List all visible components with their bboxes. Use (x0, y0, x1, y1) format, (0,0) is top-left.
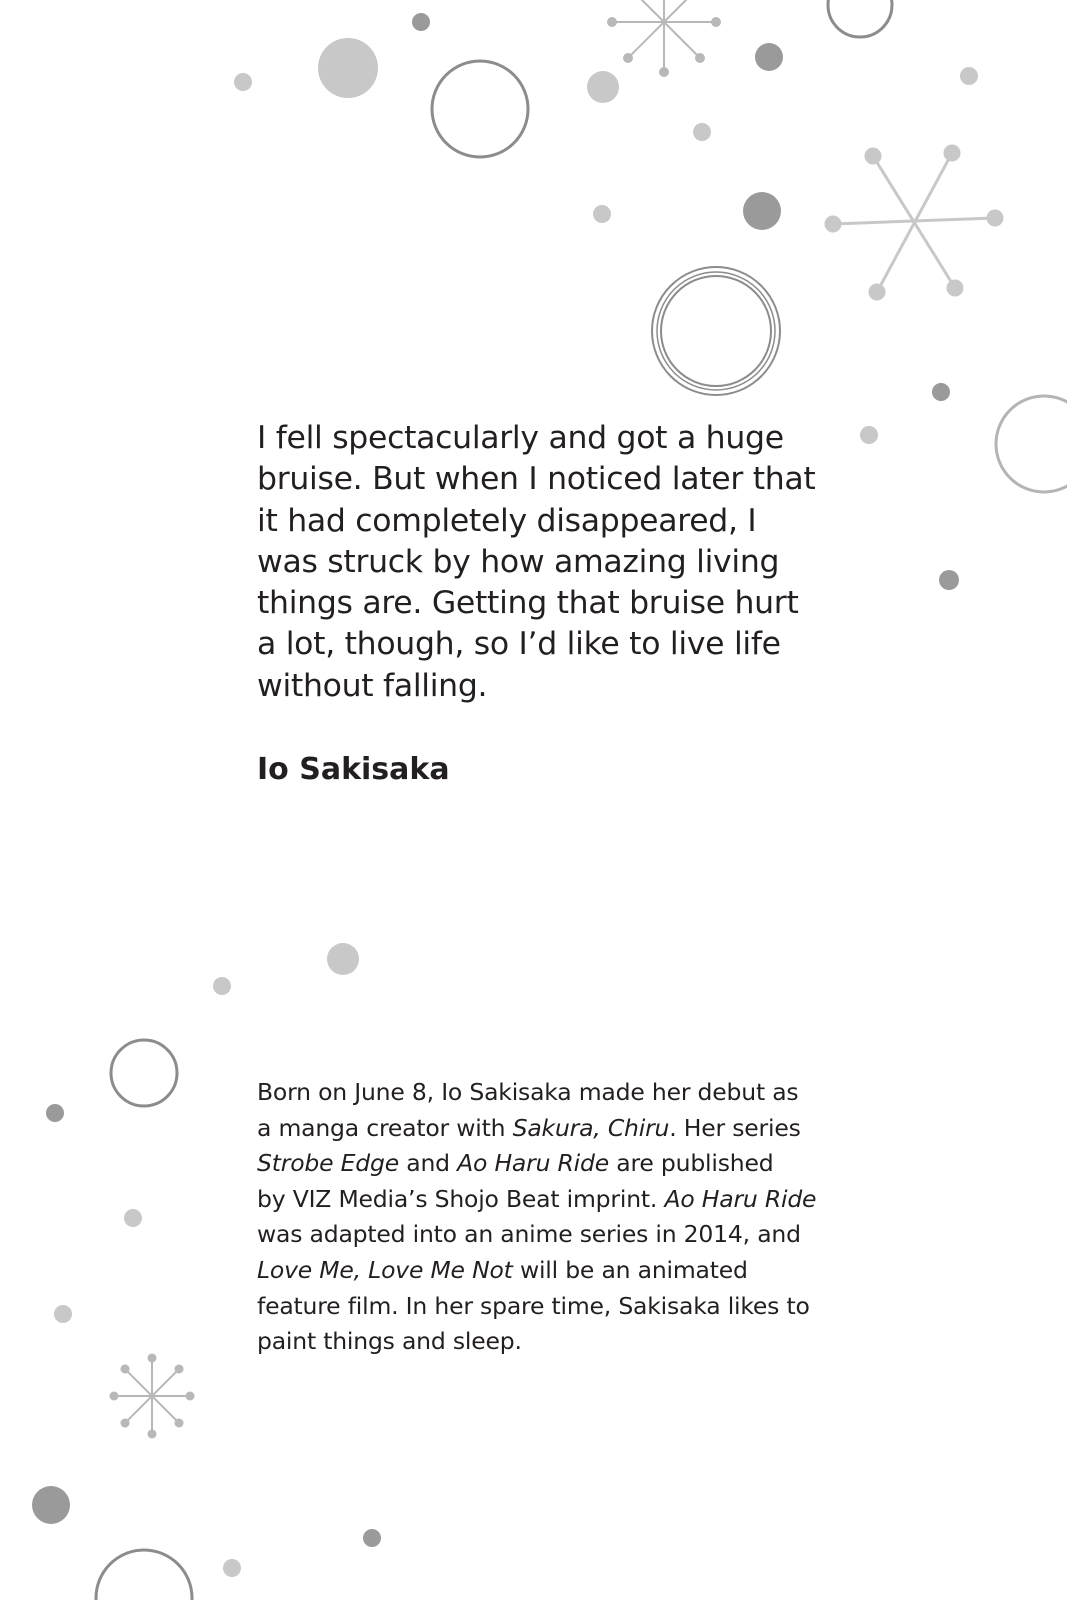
title-strobe-edge: Strobe Edge (257, 1149, 399, 1178)
author-bio (257, 1075, 857, 1360)
quote-line: without falling. (257, 667, 488, 704)
decor-dot (412, 13, 430, 31)
decor-ring (111, 1040, 177, 1106)
bio-line: by VIZ Media’s Shojo Beat imprint. Ao Haru Ride (257, 1184, 817, 1213)
bio-line: paint things and sleep. (257, 1327, 522, 1356)
decor-dot (743, 192, 781, 230)
decor-dot (318, 38, 378, 98)
title-ao-haru-ride: Ao Haru Ride (457, 1149, 609, 1178)
decor-dot (363, 1529, 381, 1547)
decor-dot (234, 73, 252, 91)
decor-ring (96, 1550, 192, 1600)
quote-line: I fell spectacularly and got a huge (257, 420, 784, 456)
snowflake-icon (826, 146, 1002, 299)
decor-ring (432, 61, 528, 157)
quote-line: was struck by how amazing living (257, 543, 780, 580)
bio-line: Strobe Edge and Ao Haru Ride are published (257, 1149, 774, 1178)
decor-dot (939, 570, 959, 590)
decor-dot (327, 943, 359, 975)
decor-dot (223, 1559, 241, 1577)
bio-line: was adapted into an anime series in 2014, and (257, 1220, 801, 1249)
decor-ring (661, 276, 771, 386)
author-quote (257, 418, 827, 707)
bio-line: feature film. In her spare time, Sakisaka likes to (257, 1291, 810, 1320)
decor-ring (996, 396, 1067, 492)
decor-dot (693, 123, 711, 141)
decor-dot (46, 1104, 64, 1122)
snowflake-icon (608, 0, 720, 76)
decor-dot (593, 205, 611, 223)
decor-dot (755, 43, 783, 71)
title-ao-haru-ride: Ao Haru Ride (664, 1184, 817, 1213)
quote-line: a lot, though, so I’d like to live life (257, 626, 781, 663)
title-sakura-chiru: Sakura, Chiru (512, 1113, 670, 1142)
decor-dot (932, 383, 950, 401)
quote-line: bruise. But when I noticed later that (257, 461, 816, 498)
author-name: Io Sakisaka (257, 752, 450, 787)
decor-ring (652, 267, 780, 395)
quote-line: things are. Getting that bruise hurt (257, 585, 799, 622)
bio-line: Born on June 8, Io Sakisaka made her debut as (257, 1078, 799, 1106)
decor-dot (32, 1486, 70, 1524)
quote-line: it had completely disappeared, I (257, 502, 757, 539)
title-love-me-love-me-not: Love Me, Love Me Not (257, 1255, 513, 1284)
decor-dot (860, 426, 878, 444)
decor-dot (213, 977, 231, 995)
snowflake-icon (111, 1355, 194, 1438)
decor-dot (960, 67, 978, 85)
decor-dot (54, 1305, 72, 1323)
decor-dot (124, 1209, 142, 1227)
decor-dot (587, 71, 619, 103)
decor-ring (828, 0, 892, 37)
bio-line: a manga creator with Sakura, Chiru. Her series (257, 1113, 801, 1142)
bio-line: Love Me, Love Me Not will be an animated (257, 1255, 748, 1284)
decor-ring (657, 272, 775, 390)
